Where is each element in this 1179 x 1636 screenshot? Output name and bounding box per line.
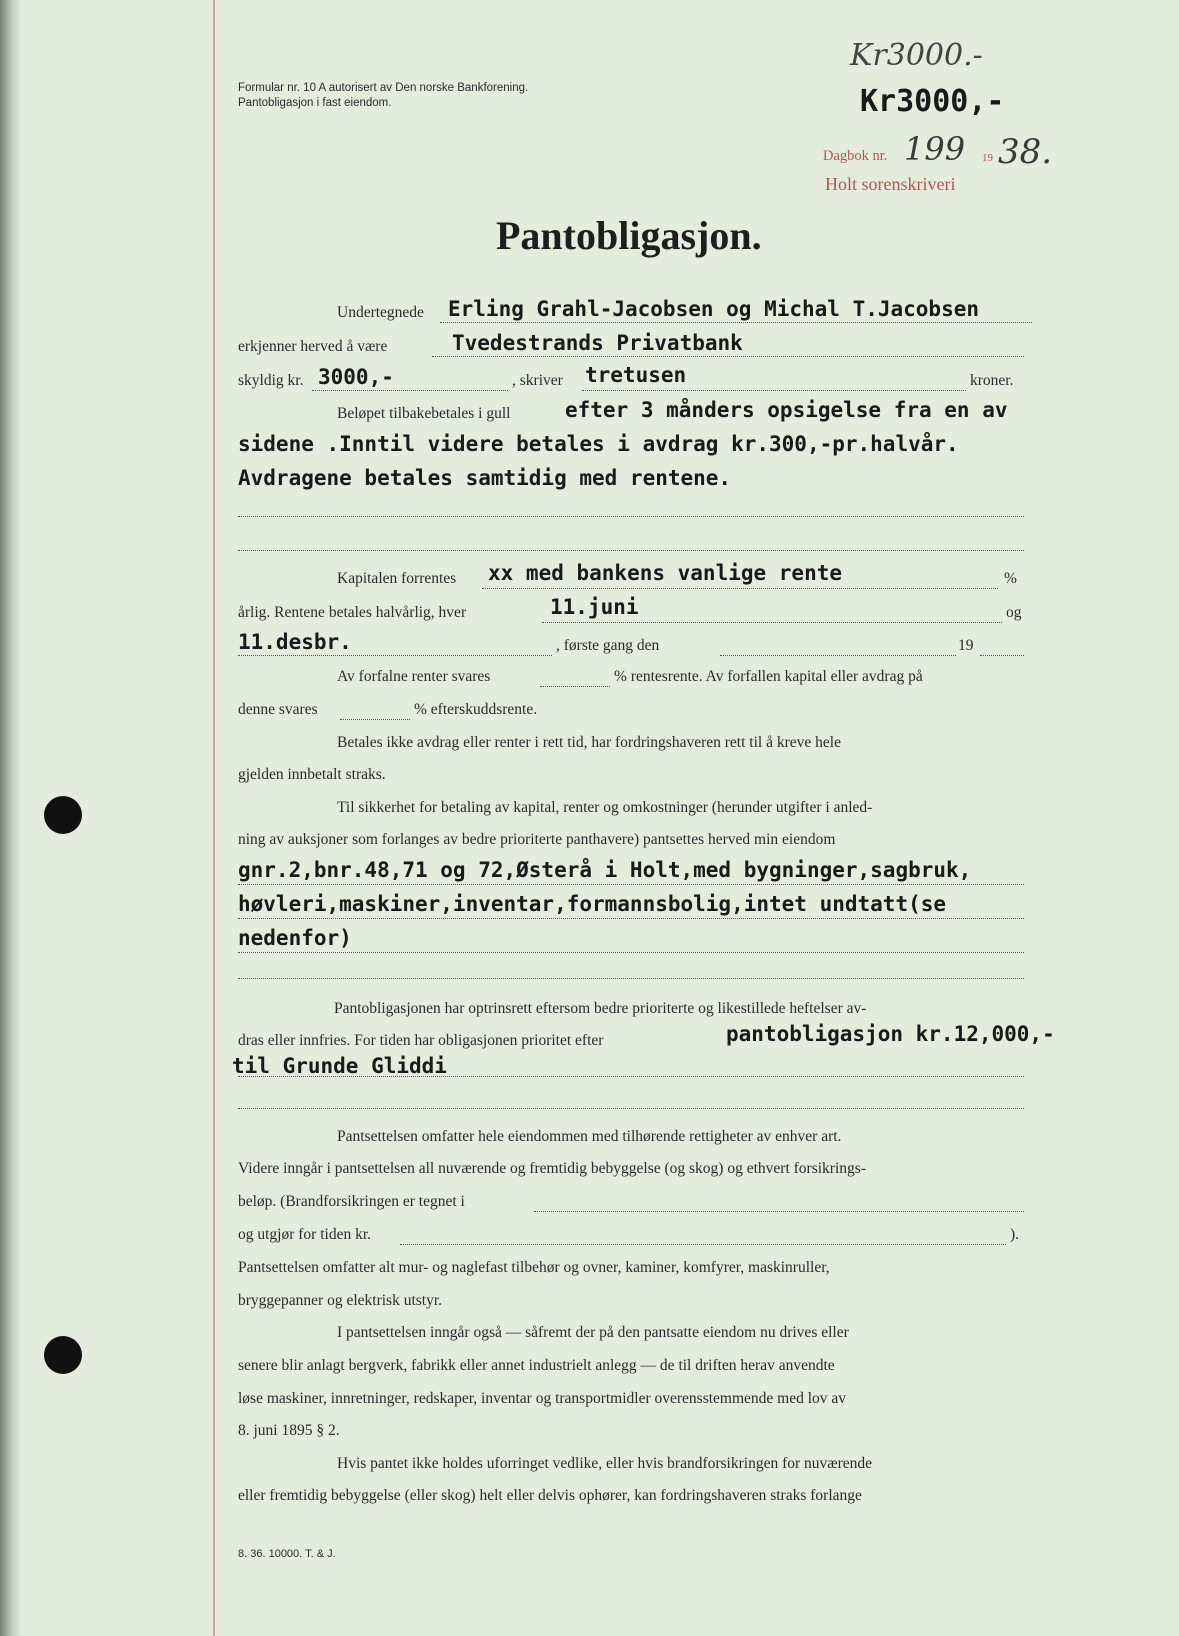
- interest-date-2: 11.desbr.: [238, 630, 352, 654]
- sikkerhet-paragraph-2: ning av auksjoner som forlanges av bedre prioriterte panthavere) pantsettes herved min eiendom: [238, 831, 836, 848]
- hvis-paragraph-2: eller fremtidig bebyggelse (eller skog) helt eller delvis ophører, kan fordringshaveren straks forlange: [238, 1487, 862, 1504]
- blank-line: [238, 918, 1024, 919]
- handwritten-amount: Kr3000.-: [850, 38, 983, 73]
- omfatter-paragraph-4-end: ).: [1010, 1226, 1020, 1243]
- stamped-amount: Kr3000,-: [860, 84, 1005, 119]
- undertegnede-label: Undertegnede: [337, 304, 424, 321]
- blank-line: [238, 1076, 1024, 1077]
- rentesrente-label: % rentesrente. Av forfallen kapital eller avdrag på: [614, 668, 923, 685]
- kapitalen-label: Kapitalen forrentes: [337, 570, 457, 587]
- percent-sign: %: [1004, 570, 1017, 587]
- repayment-line-1: efter 3 månders opsigelse fra en av: [565, 398, 1008, 422]
- fill-line: [540, 686, 610, 687]
- forfalne-label: Av forfalne renter svares: [337, 668, 491, 685]
- page-edge-shadow: [0, 0, 22, 1636]
- omfatter-paragraph-1: Pantsettelsen omfatter hele eiendommen med tilhørende rettigheter av enhver art.: [337, 1128, 842, 1145]
- debtor-names: Erling Grahl-Jacobsen og Michal T.Jacobsen: [448, 297, 980, 321]
- fill-line: [534, 1211, 1024, 1212]
- hvis-paragraph-1: Hvis pantet ikke holdes uforringet vedlike, eller hvis brandforsikringen for nuværende: [337, 1455, 873, 1472]
- fill-line: [542, 622, 1002, 623]
- mur-paragraph-2: bryggepanner og elektrisk utstyr.: [238, 1292, 443, 1309]
- fill-line: [980, 655, 1024, 656]
- omfatter-paragraph-3: beløp. (Brandforsikringen er tegnet i: [238, 1193, 465, 1210]
- fill-line: [432, 356, 1024, 357]
- amount-in-words: tretusen: [585, 363, 687, 387]
- form-number-line: Formular nr. 10 A autorisert av Den norske Bankforening.: [238, 82, 529, 94]
- printer-mark: 8. 36. 10000. T. & J.: [238, 1548, 336, 1560]
- priority-paragraph-1: Pantobligasjonen har optrinsrett eftersom bedre prioriterte og likestillede heftelser av-: [334, 1000, 867, 1017]
- form-subtitle-line: Pantobligasjon i fast eiendom.: [238, 97, 392, 109]
- punch-hole: [44, 796, 82, 834]
- punch-hole: [44, 1336, 82, 1374]
- property-line-3: nedenfor): [238, 926, 352, 950]
- debt-amount: 3000,-: [318, 365, 394, 389]
- mur-paragraph-1: Pantsettelsen omfatter alt mur- og naglefast tilbehør og ovner, kaminer, komfyrer, maskinruller,: [238, 1259, 830, 1276]
- prior-lien-1: pantobligasjon kr.12,000,-: [726, 1022, 1055, 1046]
- creditor-name: Tvedestrands Privatbank: [452, 331, 743, 355]
- blank-line: [238, 550, 1024, 551]
- fill-line: [238, 655, 552, 656]
- dagbok-number: 199: [904, 130, 966, 168]
- fill-line: [440, 322, 1032, 323]
- blank-line: [238, 1108, 1024, 1109]
- blank-line: [238, 978, 1024, 979]
- inngar-paragraph-2: senere blir anlagt bergverk, fabrikk eller annet industrielt anlegg — de til driften herav anvendte: [238, 1357, 835, 1374]
- og-label: og: [1006, 604, 1022, 621]
- year-19: 19: [958, 637, 974, 654]
- document-title: Pantobligasjon.: [496, 213, 762, 258]
- skyldig-label: skyldig kr.: [238, 372, 304, 389]
- interest-date-1: 11.juni: [550, 595, 639, 619]
- forste-gang-label: , første gang den: [556, 637, 660, 654]
- property-line-1: gnr.2,bnr.48,71 og 72,Østerå i Holt,med bygninger,sagbruk,: [238, 858, 972, 882]
- prior-lien-2: til Grunde Gliddi: [232, 1054, 447, 1078]
- belopet-label: Beløpet tilbakebetales i gull: [337, 405, 511, 422]
- fill-line: [400, 1244, 1006, 1245]
- repayment-line-3: Avdragene betales samtidig med rentene.: [238, 466, 732, 490]
- dagbok-label: Dagbok nr.: [823, 148, 888, 164]
- office-stamp: Holt sorenskriveri: [825, 174, 956, 194]
- blank-line: [238, 884, 1024, 885]
- dagbok-year-prefix: 19: [982, 152, 993, 164]
- inngar-paragraph-4: 8. juni 1895 § 2.: [238, 1422, 340, 1439]
- efterskudd-label: % efterskuddsrente.: [414, 701, 538, 718]
- margin-rule: [213, 0, 215, 1636]
- sikkerhet-paragraph-1: Til sikkerhet for betaling av kapital, renter og omkostninger (herunder utgifter i anled-: [337, 799, 873, 816]
- repayment-line-2: sidene .Inntil videre betales i avdrag kr.300,-pr.halvår.: [238, 432, 959, 456]
- priority-paragraph-2: dras eller innfries. For tiden har obligasjonen prioritet efter: [238, 1032, 604, 1049]
- interest-terms: xx med bankens vanlige rente: [488, 561, 843, 585]
- kroner-label: kroner.: [970, 372, 1014, 389]
- arlig-label: årlig. Rentene betales halvårlig, hver: [238, 604, 467, 621]
- property-line-2: høvleri,maskiner,inventar,formannsbolig,intet undtatt(se: [238, 892, 947, 916]
- inngar-paragraph-3: løse maskiner, innretninger, redskaper, inventar og transportmidler overensstemmende med lov av: [238, 1390, 847, 1407]
- betales-paragraph-1: Betales ikke avdrag eller renter i rett tid, har fordringshaveren rett til å kreve hele: [337, 734, 841, 751]
- fill-line: [340, 719, 410, 720]
- inngar-paragraph-1: I pantsettelsen inngår også — såfremt der på den pantsatte eiendom nu drives eller: [337, 1324, 849, 1341]
- blank-line: [238, 516, 1024, 517]
- fill-line: [720, 655, 956, 656]
- blank-line: [238, 952, 1024, 953]
- erkjenner-label: erkjenner herved å være: [238, 338, 388, 355]
- betales-paragraph-2: gjelden innbetalt straks.: [238, 766, 386, 783]
- fill-line: [482, 588, 998, 589]
- fill-line: [312, 390, 508, 391]
- denne-label: denne svares: [238, 701, 318, 718]
- omfatter-paragraph-2: Videre inngår i pantsettelsen all nuværende og fremtidig bebyggelse (og skog) og ethvert forsikrings-: [238, 1160, 866, 1177]
- skriver-label: , skriver: [512, 372, 563, 389]
- dagbok-year: 38.: [998, 132, 1053, 172]
- fill-line: [582, 390, 966, 391]
- omfatter-paragraph-4: og utgjør for tiden kr.: [238, 1226, 372, 1243]
